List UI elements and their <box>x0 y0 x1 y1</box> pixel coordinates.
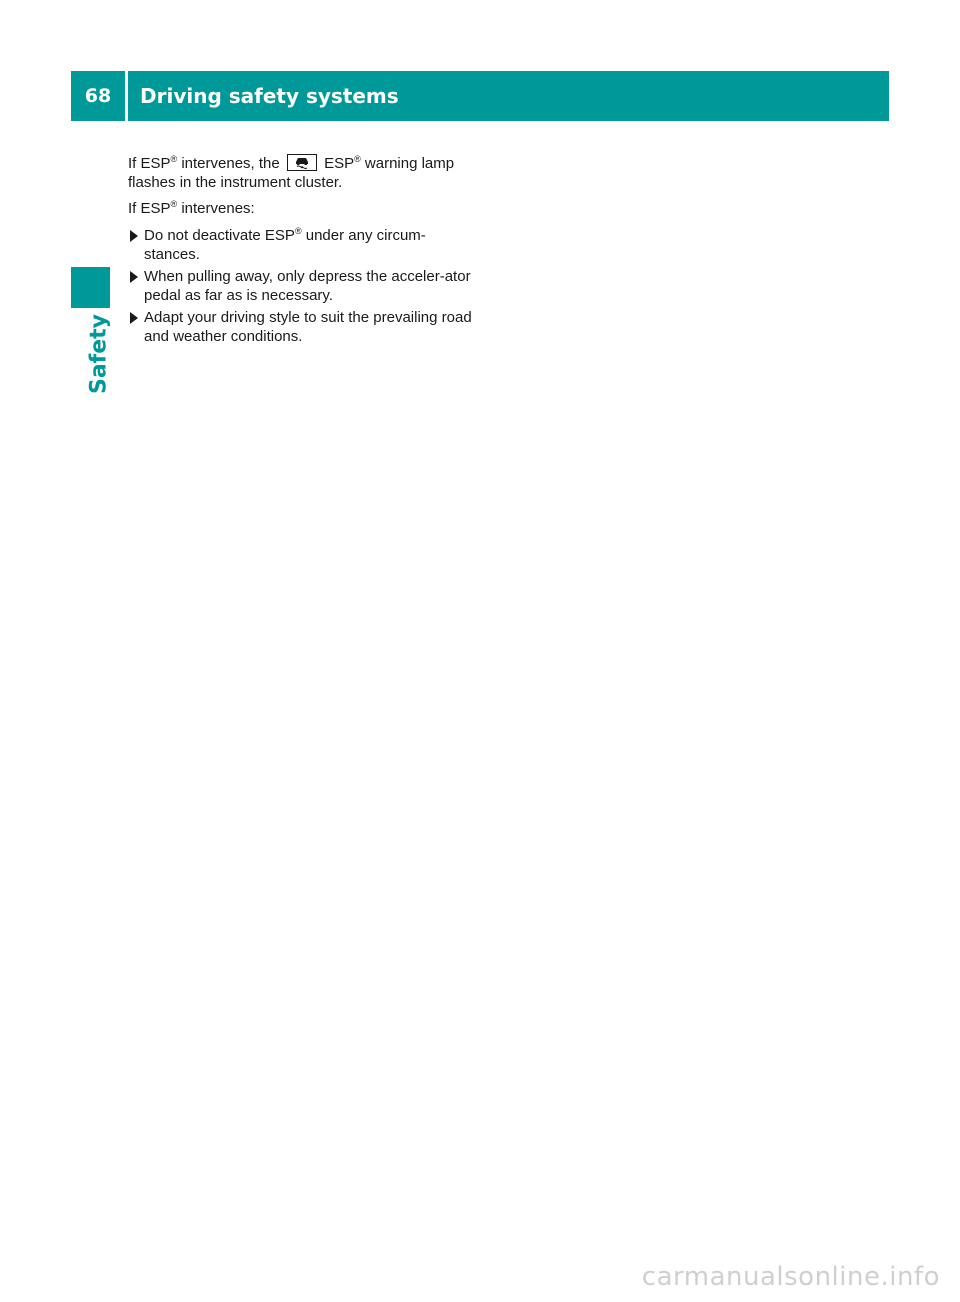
text-fragment: under any circum-stances. <box>144 227 426 263</box>
text-fragment: intervenes: <box>177 200 255 217</box>
watermark: carmanualsonline.info <box>641 1262 940 1292</box>
step-text: When pulling away, only depress the acceler-ator pedal as far as is necessary. <box>144 268 471 304</box>
text-fragment: If ESP <box>128 155 171 172</box>
page-number: 68 <box>84 85 112 107</box>
text-fragment: warning lamp flashes in the instrument cluster. <box>128 155 455 191</box>
instruction-step <box>128 226 473 264</box>
header-divider <box>125 71 128 121</box>
registered-mark: ® <box>294 226 302 236</box>
text-fragment: If ESP <box>128 200 171 217</box>
arrow-right-icon <box>130 230 138 242</box>
paragraph-if-esp-intervenes <box>128 199 473 218</box>
paragraph-esp-intervenes-lamp <box>128 154 473 192</box>
registered-mark: ® <box>170 154 178 164</box>
text-fragment: intervenes, the <box>177 155 284 172</box>
arrow-right-icon <box>130 312 138 324</box>
registered-mark: ® <box>170 199 178 209</box>
registered-mark: ® <box>354 154 361 164</box>
instruction-step <box>128 267 473 305</box>
instruction-list <box>128 226 473 346</box>
section-title: Driving safety systems <box>140 84 399 108</box>
text-fragment: Do not deactivate ESP <box>144 227 295 244</box>
arrow-right-icon <box>130 271 138 283</box>
side-tab-label: Safety <box>86 313 112 395</box>
instruction-step <box>128 308 473 346</box>
esp-warning-car-skid-icon <box>287 154 317 171</box>
text-fragment: ESP <box>319 155 355 172</box>
content-body <box>128 154 473 349</box>
step-text: Adapt your driving style to suit the prevailing road and weather conditions. <box>144 309 472 345</box>
side-tab-marker <box>71 267 110 308</box>
